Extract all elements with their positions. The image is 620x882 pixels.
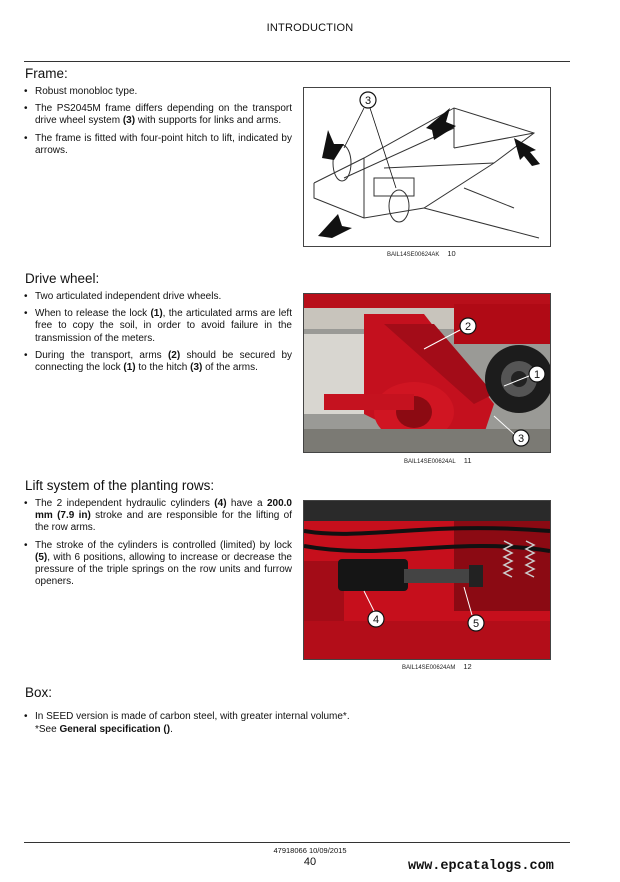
footer-document-code: 47918066 10/09/2015: [273, 846, 347, 855]
box-text: [24, 711, 570, 736]
lift-bullet-list: [24, 498, 292, 593]
lift-bullet: • The 2 independent hydraulic cylinders (4) have a 200.0 mm (7.9 in) stroke and are responsible for the lifting of the row arms.: [24, 498, 292, 535]
frame-bullet: • Robust monobloc type.: [24, 86, 292, 98]
svg-text:2: 2: [464, 321, 472, 333]
watermark-text: www.epcatalogs.com: [408, 859, 554, 874]
svg-text:3: 3: [364, 95, 372, 107]
section-title-frame: Frame:: [25, 66, 68, 81]
lift-figure-caption: BAIL14SE00624AM 12: [402, 662, 472, 671]
drive-wheel-illustration: [304, 294, 550, 452]
frame-illustration: [304, 88, 550, 246]
box-reference: *See General specification ().: [35, 723, 173, 735]
drive-wheel-figure-caption: BAIL14SE00624AL 11: [404, 456, 472, 465]
svg-text:5: 5: [472, 618, 480, 630]
svg-text:3: 3: [517, 433, 525, 445]
frame-bullet-list: [24, 86, 292, 162]
section-title-box: Box:: [25, 685, 53, 700]
svg-text:1: 1: [533, 369, 541, 381]
lift-system-illustration: [304, 501, 550, 659]
section-title-drive-wheel: Drive wheel:: [25, 271, 100, 286]
section-title-lift-system: Lift system of the planting rows:: [25, 478, 215, 493]
header-rule: [24, 61, 570, 62]
drive-wheel-bullet: • When to release the lock (1), the articulated arms are left free to copy the soil, in order to avoid failure in the transmission of the meters.: [24, 308, 292, 345]
page-number: 40: [303, 856, 317, 868]
frame-bullet: • The frame is fitted with four-point hitch to lift, indicated by arrows.: [24, 133, 292, 157]
svg-text:4: 4: [372, 614, 380, 626]
frame-bullet: • The PS2045M frame differs depending on the transport drive wheel system (3) with supports for links and arms.: [24, 103, 292, 127]
lift-bullet: • The stroke of the cylinders is controlled (limited) by lock (5), with 6 positions, allowing to increase or decrease the pressure of the triple springs on the row units and furrow openers.: [24, 540, 292, 589]
box-bullet: • In SEED version is made of carbon steel, with greater internal volume*.: [24, 711, 570, 724]
frame-figure-caption: BAIL14SE00624AK 10: [387, 249, 456, 258]
footer-rule: [24, 842, 570, 843]
frame-figure: [303, 87, 551, 247]
lift-system-photo: [303, 500, 551, 660]
drive-wheel-bullet: • Two articulated independent drive wheels.: [24, 291, 292, 303]
page-header: INTRODUCTION: [266, 22, 354, 34]
drive-wheel-bullet-list: [24, 291, 292, 379]
drive-wheel-bullet: • During the transport, arms (2) should be secured by connecting the lock (1) to the hitch (3) of the arms.: [24, 350, 292, 374]
general-specification-link[interactable]: General specification (): [59, 723, 171, 735]
drive-wheel-photo: [303, 293, 551, 453]
